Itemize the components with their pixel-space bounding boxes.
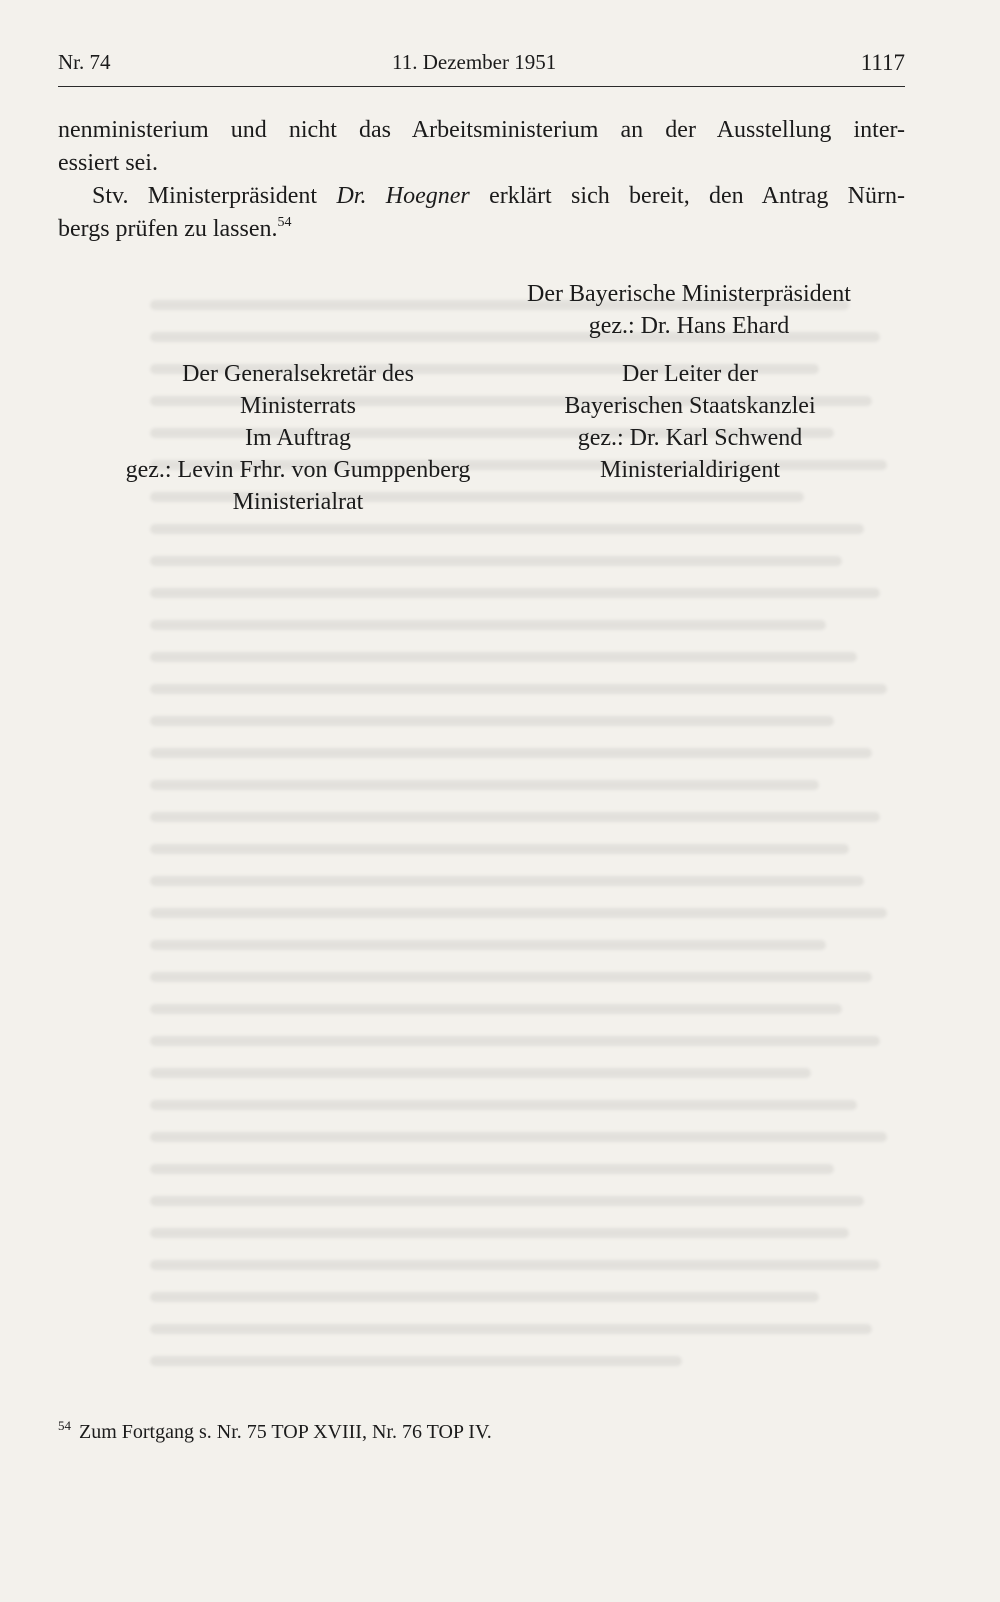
signature-title-cont: Ministerrats [240,393,356,419]
signature-title: Der Generalsekretär des [182,361,414,387]
paragraph-2-text-c: erklärt sich bereit, den Antrag Nürn- [469,183,905,209]
signature-capacity: Im Auftrag [245,425,351,451]
signature-ministerpraesident [488,278,890,342]
paragraph-1-line-2: essiert sei. [58,150,158,176]
paragraph-2-line-2 [58,213,905,246]
signature-name: gez.: Levin Frhr. von Gumppenberg [125,457,471,483]
paragraph-2-line-1 [58,180,905,213]
signature-staatskanzlei [520,358,860,486]
signature-generalsekretaer [98,358,498,518]
footnote-mark: 54 [58,1418,71,1433]
header-rule [58,86,905,87]
signature-name: gez.: Dr. Hans Ehard [588,313,790,339]
paragraph-2-line-2-text: bergs prüfen zu lassen. [58,216,278,242]
signature-name: gez.: Dr. Karl Schwend [577,425,803,451]
document-number: Nr. 74 [58,50,111,74]
signature-title: Der Leiter der [622,361,758,387]
paragraph-2 [58,180,905,246]
footnote-text: Zum Fortgang s. Nr. 75 TOP XVIII, Nr. 76 TOP IV. [79,1421,492,1443]
paragraph-1-line-1: nenministerium und nicht das Arbeitsministerium an der Ausstellung inter- [58,117,905,143]
session-date: 11. Dezember 1951 [392,50,557,74]
paragraph-2-text-a: Stv. Ministerpräsident [92,183,337,209]
footnote [58,1418,492,1444]
body-text [58,114,905,246]
signature-rank: Ministerialdirigent [600,457,780,483]
running-header [58,46,905,82]
signature-title: Der Bayerische Ministerpräsident [527,281,851,307]
signature-title-cont: Bayerischen Staatskanzlei [564,393,816,419]
person-name-hoegner: Dr. Hoegner [336,183,470,209]
page-number: 1117 [860,50,905,75]
signature-rank: Ministerialrat [232,489,364,515]
footnote-reference: 54 [277,215,292,230]
paragraph-1 [58,114,905,180]
